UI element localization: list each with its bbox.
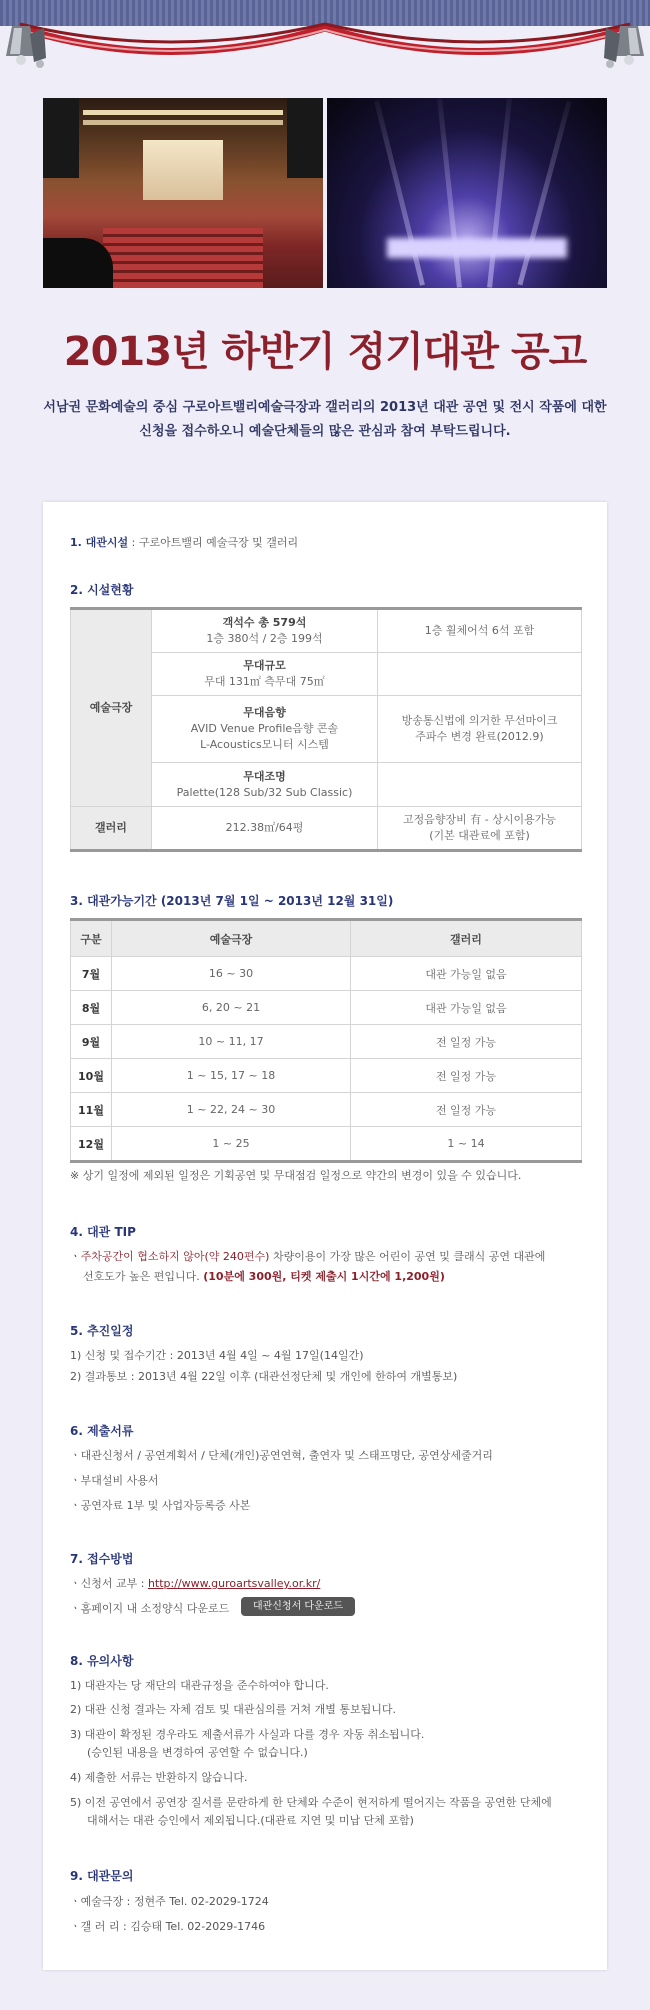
table-row: 8월 6, 20 ~ 21 대관 가능일 없음 [71, 991, 582, 1025]
seat-note-cell: 1층 휠체어석 6석 포함 [378, 609, 582, 653]
caution-line: 4) 제출한 서류는 반환하지 않습니다. [70, 1771, 248, 1784]
contact-line: ㆍ예술극장 : 정현주 Tel. 02-2029-1724 [70, 1895, 269, 1908]
bell-icon [0, 18, 50, 78]
facility-name-cell: 예술극장 [71, 609, 152, 807]
application-line: ㆍ신청서 교부 : http://www.guroartsvalley.or.kr/ [70, 1577, 321, 1590]
gallery-note-cell: 고정음향장비 有 - 상시이용가능 (기본 대관료에 포함) [378, 807, 582, 851]
intro-text: 서남권 문화예술의 중심 구로아트밸리예술극장과 갤러리의 2013년 대관 공연 및 전시 작품에 대한 신청을 접수하오니 예술단체들의 많은 관심과 참여 부탁드립니다. [43, 400, 607, 439]
caution-line: 1) 대관자는 당 재단의 대관규정을 준수하여야 합니다. [70, 1679, 329, 1692]
caution-line: 2) 대관 신청 결과는 자체 검토 및 대관심의를 거쳐 개별 통보됩니다. [70, 1703, 397, 1716]
section-heading: 6. 제출서류 [70, 1424, 134, 1438]
download-form-button[interactable]: 대관신청서 다운로드 [241, 1597, 355, 1616]
contact-line: ㆍ갤 러 리 : 김승태 Tel. 02-2029-1746 [70, 1920, 266, 1933]
col-header: 예술극장 [112, 920, 351, 957]
rental-period-table [70, 918, 582, 1163]
table-row: 7월 16 ~ 30 대관 가능일 없음 [71, 957, 582, 991]
stage-size-cell: 무대규모 무대 131㎡ 측무대 75㎡ [152, 653, 378, 696]
section-heading: 8. 유의사항 [70, 1654, 134, 1668]
table-row: 12월 1 ~ 25 1 ~ 14 [71, 1127, 582, 1162]
sound-cell: 무대음향 AVID Venue Profile음향 콘솔 L-Acoustics모니터 시스템 [152, 696, 378, 763]
table-row: 11월 1 ~ 22, 24 ~ 30 전 일정 가능 [71, 1093, 582, 1127]
section-heading: 5. 추진일정 [70, 1324, 134, 1338]
lighting-note-cell [378, 763, 582, 807]
section-heading: 7. 접수방법 [70, 1552, 134, 1566]
col-header: 구분 [71, 920, 112, 957]
section-heading: 2. 시설현황 [70, 583, 134, 597]
schedule-line: 1) 신청 및 접수기간 : 2013년 4월 4일 ~ 4월 17일(14일간) [70, 1349, 364, 1362]
document-item: ㆍ대관신청서 / 공연계획서 / 단체(개인)공연연혁, 출연자 및 스태프명단, 공연상세줄거리 [70, 1449, 493, 1462]
facility-name-cell: 갤러리 [71, 807, 152, 851]
section-heading: 4. 대관 TIP [70, 1225, 136, 1239]
seat-cell: 객석수 총 579석 1층 380석 / 2층 199석 [152, 609, 378, 653]
application-line: ㆍ홈페이지 내 소정양식 다운로드 [70, 1602, 230, 1615]
ribbon-garland-decoration [0, 0, 650, 80]
col-header: 갤러리 [351, 920, 582, 957]
homepage-link[interactable]: http://www.guroartsvalley.or.kr/ [147, 1577, 321, 1590]
notice-card [43, 502, 607, 1970]
schedule-line: 2) 결과통보 : 2013년 4월 22일 이후 (대관선정단체 및 개인에 한하여 개별통보) [70, 1370, 458, 1383]
stage-size-note-cell [378, 653, 582, 696]
caution-line: 3) 대관이 확정된 경우라도 제출서류가 사실과 다를 경우 자동 취소됩니다. [70, 1728, 425, 1741]
document-item: ㆍ부대설비 사용서 [70, 1474, 159, 1487]
caution-line: (승인된 내용을 변경하여 공연할 수 없습니다.) [87, 1746, 308, 1759]
facility-table [70, 607, 582, 852]
gallery-size-cell: 212.38㎡/64평 [152, 807, 378, 851]
section-heading: 9. 대관문의 [70, 1869, 134, 1883]
section-heading: 3. 대관가능기간 (2013년 7월 1일 ~ 2013년 12월 31일) [70, 894, 394, 908]
concert-stage-photo [327, 98, 607, 288]
table-row: 9월 10 ~ 11, 17 전 일정 가능 [71, 1025, 582, 1059]
table-row: 10월 1 ~ 15, 17 ~ 18 전 일정 가능 [71, 1059, 582, 1093]
sound-note-cell: 방송통신법에 의거한 무선마이크 주파수 변경 완료(2012.9) [378, 696, 582, 763]
tip-line: ㆍ주차공간이 협소하지 않아(약 240편수) 차량이용이 가장 많은 어린이 공연 및 클래식 공연 대관에 [70, 1250, 546, 1263]
venue-photos [43, 98, 607, 288]
caution-line: 대해서는 대관 승인에서 제외됩니다.(대관료 지연 및 미납 단체 포함) [87, 1814, 414, 1827]
page-title: 2013년 하반기 정기대관 공고 [63, 329, 587, 375]
lighting-cell: 무대조명 Palette(128 Sub/32 Sub Classic) [152, 763, 378, 807]
document-item: ㆍ공연자료 1부 및 사업자등록증 사본 [70, 1499, 251, 1512]
caution-line: 5) 이전 공연에서 공연장 질서를 문란하게 한 단체와 수준이 현저하게 떨어지는 작품을 공연한 단체에 [70, 1796, 552, 1809]
tip-line: 선호도가 높은 편입니다. (10분에 300원, 티켓 제출시 1시간에 1,200원) [83, 1270, 445, 1283]
facility-line: 1. 대관시설 : 구로아트밸리 예술극장 및 갤러리 [70, 536, 299, 549]
theater-hall-photo [43, 98, 323, 288]
bell-icon [600, 18, 650, 78]
schedule-note: ※ 상기 일정에 제외된 일정은 기획공연 및 무대점검 일정으로 약간의 변경이 있을 수 있습니다. [70, 1169, 522, 1182]
